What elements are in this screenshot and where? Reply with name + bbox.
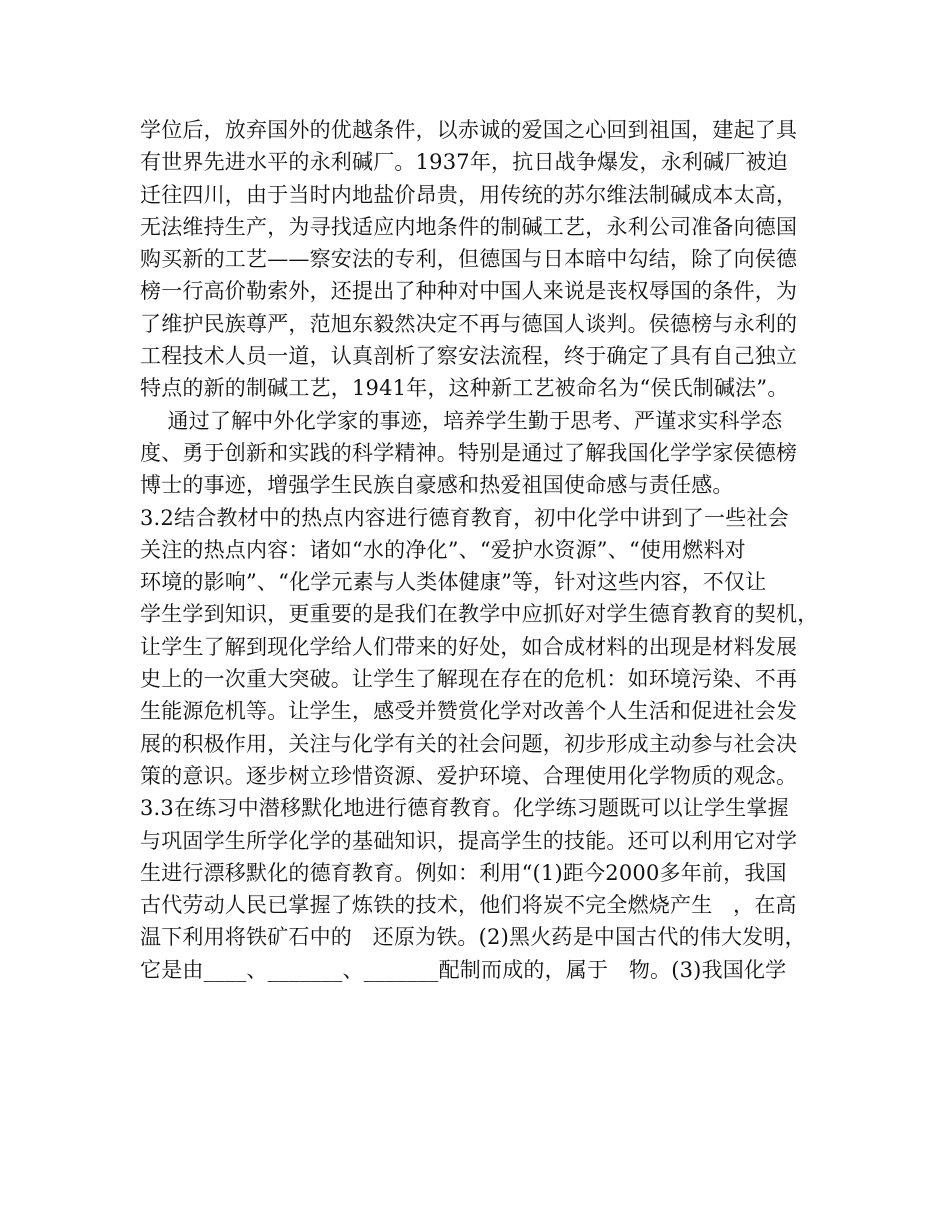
text-line: 温下利用将铁矿石中的 还原为铁。(2)黑火药是中国古代的伟大发明，	[140, 925, 806, 950]
text-line: 与巩固学生所学化学的基础知识，提高学生的技能。还可以利用它对学	[140, 828, 798, 853]
text-line: 工程技术人员一道，认真剖析了察安法流程，终于确定了具有自己独立	[140, 344, 798, 369]
text-line: 策的意识。逐步树立珍惜资源、爱护环境、合理使用化学物质的观念。	[140, 763, 798, 788]
text-line: 榜一行高价勒索外，还提出了种种对中国人来说是丧权辱国的条件，为	[140, 279, 798, 304]
text-line: 它是由____、_______、_______配制而成的，属于 物。(3)我国化学	[140, 957, 787, 982]
text-line: 关注的热点内容：诸如“水的净化”、“爱护水资源”、“使用燃料对	[140, 537, 746, 562]
text-line: 3.3在练习中潜移默化地进行德育教育。化学练习题既可以让学生掌握	[140, 796, 789, 821]
text-line: 迁往四川，由于当时内地盐价昂贵，用传统的苏尔维法制碱成本太高，	[140, 182, 798, 207]
text-line: 无法维持生产，为寻找适应内地条件的制碱工艺，永利公司准备向德国	[140, 214, 798, 239]
text-line: 特点的新的制碱工艺，1941年，这种新工艺被命名为“侯氏制碱法”。	[140, 376, 789, 401]
text-line: 有世界先进水平的永利碱厂。1937年，抗日战争爆发，永利碱厂被迫	[140, 150, 788, 175]
text-line: 生进行漂移默化的德育教育。例如：利用“(1)距今2000多年前，我国	[140, 860, 787, 885]
text-line: 史上的一次重大突破。让学生了解现在存在的危机：如环境污染、不再	[140, 667, 798, 692]
text-line: 环境的影响”、“化学元素与人类体健康”等，针对这些内容，不仅让	[140, 570, 767, 595]
text-line: 度、勇于创新和实践的科学精神。特别是通过了解我国化学学家侯德榜	[140, 440, 798, 465]
text-line: 购买新的工艺——察安法的专利，但德国与日本暗中勾结，除了向侯德	[140, 247, 798, 272]
text-line: 让学生了解到现化学给人们带来的好处，如合成材料的出现是材料发展	[140, 634, 798, 659]
text-line: 通过了解中外化学家的事迹，培养学生勤于思考、严谨求实科学态	[140, 408, 783, 433]
text-line: 学位后，放弃国外的优越条件，以赤诚的爱国之心回到祖国，建起了具	[140, 118, 798, 142]
text-line: 3.2结合教材中的热点内容进行德育教育，初中化学中讲到了一些社会	[140, 505, 789, 530]
text-line: 了维护民族尊严，范旭东毅然决定不再与德国人谈判。侯德榜与永利的	[140, 311, 798, 336]
text-line: 古代劳动人民已掌握了炼铁的技术，他们将炭不完全燃烧产生 ，在高	[140, 893, 797, 918]
text-line: 生能源危机等。让学生，感受并赞赏化学对改善个人生活和促进社会发	[140, 699, 798, 724]
text-line: 展的积极作用，关注与化学有关的社会问题，初步形成主动参与社会决	[140, 731, 798, 756]
text-line: 学生学到知识，更重要的是我们在教学中应抓好对学生德育教育的契机，	[140, 602, 819, 627]
text-line: 博士的事迹，增强学生民族自豪感和热爱祖国使命感与责任感。	[140, 473, 734, 498]
body-text	[140, 114, 830, 986]
